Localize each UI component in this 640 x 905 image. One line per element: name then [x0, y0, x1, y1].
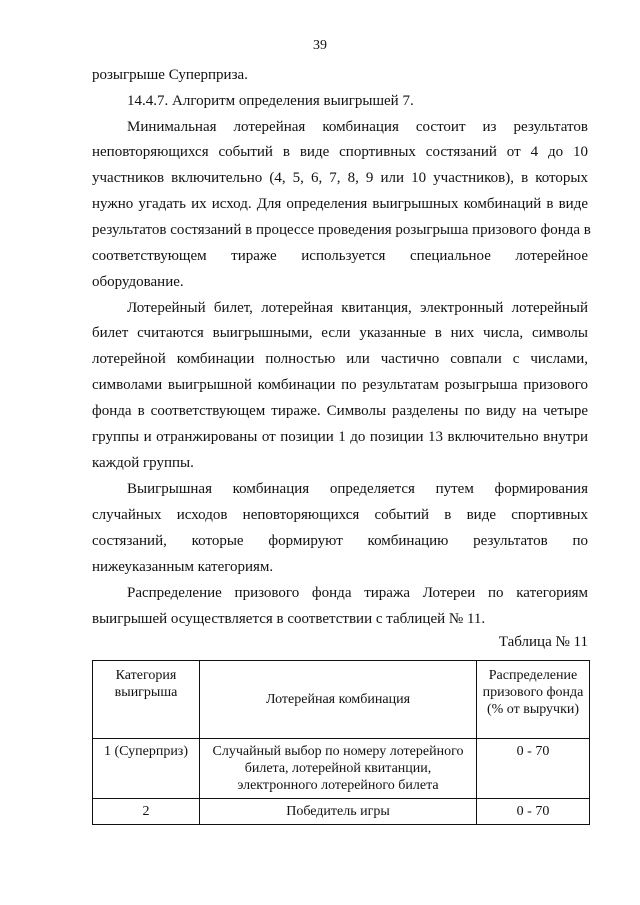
- cell-distribution: 0 - 70: [477, 739, 590, 799]
- table-row: [93, 799, 590, 825]
- cell-combination: Случайный выбор по номеру лотерейного билета, лотерейной квитанции, электронного лотерейного билета: [200, 739, 477, 799]
- text-line: участников включительно (4, 5, 6, 7, 8, 9 или 10 участников), в которых: [92, 170, 588, 186]
- table-header-row: [93, 661, 590, 739]
- prize-distribution-table: [92, 660, 590, 825]
- table-caption: Таблица № 11: [498, 634, 588, 650]
- text-line: группы и отранжированы от позиции 1 до позиции 13 включительно внутри: [92, 429, 588, 445]
- text-line: выигрышей осуществляется в соответствии с таблицей № 11.: [92, 611, 486, 627]
- text-line: неповторяющихся событий в виде спортивных состязаний от 4 до 10: [92, 144, 588, 160]
- text-line: Лотерейный билет, лотерейная квитанция, электронный лотерейный: [127, 300, 588, 316]
- text-line: розыгрыше Суперприза.: [92, 67, 248, 83]
- text-line: фонда в соответствующем тираже. Символы разделены по виду на четыре: [92, 403, 588, 419]
- header-combination: Лотерейная комбинация: [200, 661, 477, 739]
- cell-combination: Победитель игры: [200, 799, 477, 825]
- text-line: нужно угадать их исход. Для определения выигрышных комбинаций в виде: [92, 196, 588, 212]
- cell-distribution: 0 - 70: [477, 799, 590, 825]
- text-line: каждой группы.: [92, 455, 194, 471]
- text-line: Выигрышная комбинация определяется путем формирования: [127, 481, 588, 497]
- header-category: Категория выигрыша: [93, 661, 200, 739]
- page-number: 39: [313, 38, 327, 53]
- section-heading: 14.4.7. Алгоритм определения выигрышей 7.: [127, 93, 414, 109]
- text-line: лотерейной комбинации полностью или частично совпали с числами,: [92, 351, 588, 367]
- text-line: случайных исходов неповторяющихся событий в виде спортивных: [92, 507, 588, 523]
- text-line: оборудование.: [92, 274, 184, 290]
- text-line: Распределение призового фонда тиража Лотереи по категориям: [127, 585, 588, 601]
- text-line: результатов состязаний в процессе проведения розыгрыша призового фонда в: [92, 222, 591, 238]
- text-line: билет считаются выигрышными, если указанные в них числа, символы: [92, 325, 588, 341]
- text-line: Минимальная лотерейная комбинация состоит из результатов: [127, 119, 588, 135]
- text-line: соответствующем тираже используется специальное лотерейное: [92, 248, 588, 264]
- header-distribution: Распределение призового фонда (% от выручки): [477, 661, 590, 739]
- cell-category: 2: [93, 799, 200, 825]
- text-line: состязаний, которые формируют комбинацию результатов по: [92, 533, 588, 549]
- text-line: нижеуказанным категориям.: [92, 559, 274, 575]
- cell-category: 1 (Суперприз): [93, 739, 200, 799]
- text-line: символами выигрышной комбинации по результатам розыгрыша призового: [92, 377, 588, 393]
- table-row: [93, 739, 590, 799]
